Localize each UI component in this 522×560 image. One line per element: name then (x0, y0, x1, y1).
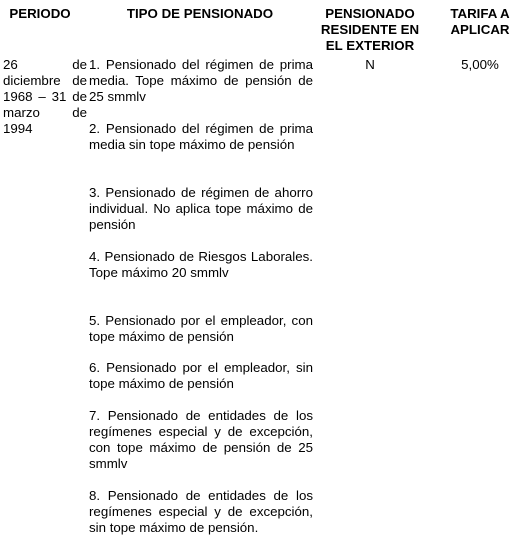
header-tipo-pensionado: TIPO DE PENSIONADO (126, 6, 274, 21)
tipo-item-6: 6. Pensionado por el empleador, sin tope máximo de pensión (89, 360, 313, 391)
header-periodo: PERIODO (9, 6, 71, 21)
cell-periodo: 26 de diciembre de 1968 – 31 de marzo de 1994 (3, 57, 87, 136)
tipo-item-3: 3. Pensionado de régimen de ahorro individual. No aplica tope máximo de pensión (89, 185, 313, 232)
tipo-item-4: 4. Pensionado de Riesgos Laborales. Tope máximo 20 smmlv (89, 249, 313, 280)
cell-tarifa: 5,00% (461, 57, 499, 72)
tipo-item-8: 8. Pensionado de entidades de los regímenes especial y de excepción, sin tope máximo de pensión. (89, 488, 313, 535)
tipo-item-2: 2. Pensionado del régimen de prima media sin tope máximo de pensión (89, 121, 313, 152)
tipo-item-1: 1. Pensionado del régimen de prima media. Tope máximo de pensión de 25 smmlv (89, 57, 313, 104)
header-tarifa: TARIFA A APLICAR (450, 6, 510, 37)
tipo-item-7: 7. Pensionado de entidades de los regímenes especial y de excepción, con tope máximo de pensión de 25 smmlv (89, 408, 313, 471)
tipo-item-5: 5. Pensionado por el empleador, con tope máximo de pensión (89, 313, 313, 344)
header-residente-exterior: PENSIONADO RESIDENTE EN EL EXTERIOR (320, 6, 420, 53)
cell-residente-exterior: N (365, 57, 375, 72)
